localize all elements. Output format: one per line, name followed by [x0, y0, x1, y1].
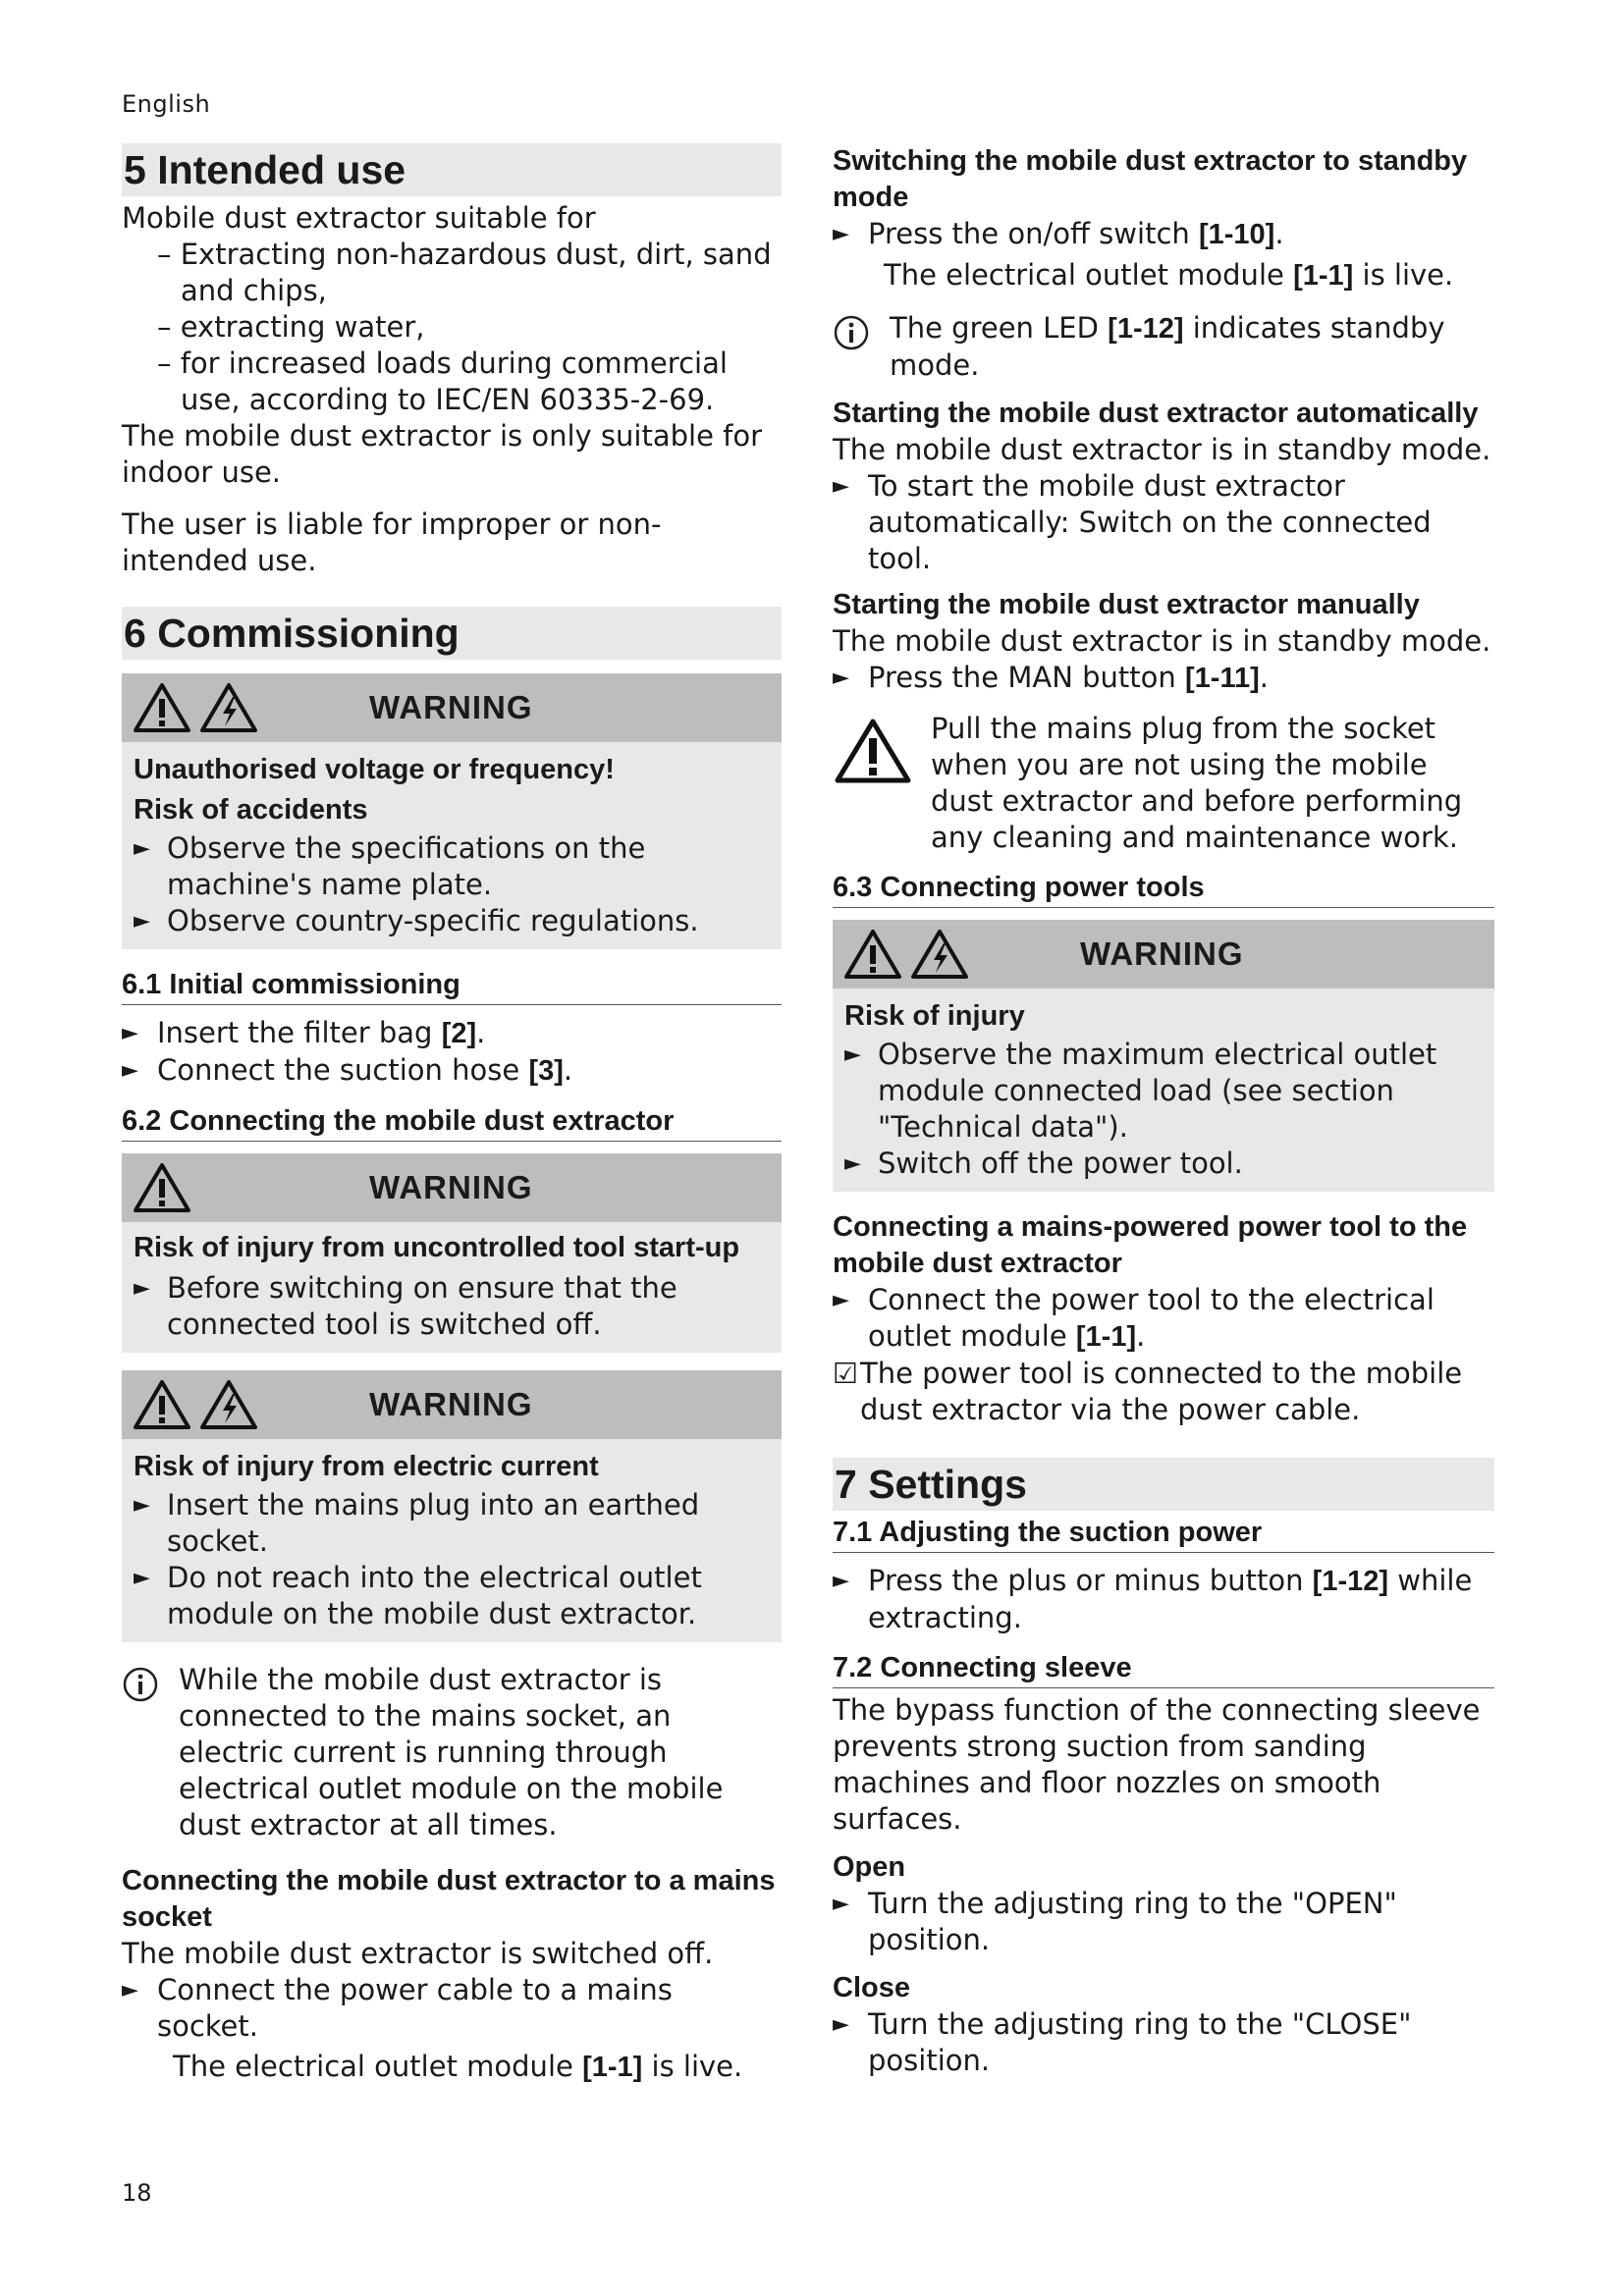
language-label: English — [122, 90, 211, 118]
arrow-icon: ► — [833, 1288, 849, 1312]
warning-bullet: ► Observe country-specific regulations. — [134, 904, 699, 937]
step-bullet: ► Press the on/off switch [1-10]. — [833, 217, 1284, 250]
arrow-icon: ► — [833, 222, 849, 246]
reference-label: [1-1] — [1075, 1321, 1137, 1353]
step-bullet: ► Connect the suction hose [3]. — [122, 1053, 573, 1087]
intended-use-item: – extracting water, — [157, 310, 425, 344]
caution-note: Pull the mains plug from the socket when you are not using the mobile dust extractor and before performing any cleaning and maintenance work. — [833, 711, 1494, 856]
close-heading: Close — [833, 1972, 910, 2003]
standby-heading: Switching the mobile dust extractor to standby mode — [833, 145, 1468, 213]
step-bullet: ► Press the plus or minus button [1-12] while extracting. — [833, 1564, 1473, 1634]
electric-hazard-icon — [198, 1378, 259, 1431]
auto-precondition: The mobile dust extractor is in standby mode. — [833, 433, 1491, 466]
warning-title: WARNING — [369, 1386, 533, 1422]
electric-hazard-icon — [198, 681, 259, 734]
arrow-icon: ► — [122, 1021, 138, 1045]
warning-subtitle: Risk of injury from uncontrolled tool start-up — [134, 1232, 740, 1263]
section-6-3-heading: 6.3 Connecting power tools — [833, 870, 1494, 908]
info-icon — [122, 1666, 159, 1703]
arrow-icon: ► — [833, 666, 849, 690]
arrow-icon: ► — [844, 1151, 861, 1176]
warning-header — [833, 920, 1494, 988]
warning-subtitle: Risk of accidents — [134, 794, 368, 826]
warning-triangle-icon — [842, 928, 903, 981]
reference-label: [2] — [441, 1018, 477, 1049]
arrow-icon: ► — [134, 1566, 150, 1590]
result-text: The electrical outlet module [1-1] is live. — [884, 258, 1454, 292]
arrow-icon: ► — [844, 1042, 861, 1067]
sleeve-description: The bypass function of the connecting sleeve prevents strong suction from sanding machines and floor nozzles on smooth surfaces. — [833, 1693, 1481, 1836]
reference-label: [1-1] — [1293, 260, 1354, 292]
step-bullet: ► Connect the power cable to a mains socket. — [122, 1973, 673, 2043]
mains-precondition: The mobile dust extractor is switched off. — [122, 1937, 714, 1970]
arrow-icon: ► — [134, 909, 150, 934]
page-number: 18 — [122, 2179, 152, 2207]
arrow-icon: ► — [833, 474, 849, 499]
reference-label: [1-12] — [1312, 1566, 1389, 1597]
manual-start-heading: Starting the mobile dust extractor manually — [833, 589, 1420, 620]
warning-bullet: ► Switch off the power tool. — [844, 1147, 1243, 1180]
step-bullet: ► Insert the filter bag [2]. — [122, 1016, 486, 1049]
warning-title: WARNING — [1080, 935, 1244, 972]
warning-title: WARNING — [369, 1169, 533, 1205]
arrow-icon: ► — [122, 1058, 138, 1083]
arrow-icon: ► — [833, 2012, 849, 2037]
info-icon — [833, 314, 870, 351]
warning-box-electric — [122, 1370, 782, 1642]
warning-bullet: ► Observe the maximum electrical outlet module connected load (see section "Technical data"). — [844, 1038, 1437, 1144]
step-bullet: ► Turn the adjusting ring to the "CLOSE" position. — [833, 2007, 1412, 2077]
warning-bullet: ► Before switching on ensure that the connected tool is switched off. — [134, 1271, 677, 1341]
mains-socket-heading: Connecting the mobile dust extractor to a mains socket — [122, 1865, 776, 1933]
right-column — [833, 143, 1494, 2079]
warning-box-power-tools — [833, 920, 1494, 1192]
arrow-icon: ► — [122, 1978, 138, 2002]
left-column — [122, 143, 782, 2086]
arrow-icon: ► — [134, 1493, 150, 1518]
warning-header — [122, 1370, 782, 1439]
arrow-icon: ► — [833, 1892, 849, 1916]
step-bullet: ► Turn the adjusting ring to the "OPEN" position. — [833, 1887, 1397, 1956]
section-6-1-heading: 6.1 Initial commissioning — [122, 967, 782, 1005]
warning-triangle-icon — [132, 1378, 192, 1431]
step-bullet: ► Press the MAN button [1-11]. — [833, 661, 1269, 694]
result-text: The electrical outlet module [1-1] is live. — [173, 2050, 743, 2083]
warning-box-voltage — [122, 673, 782, 949]
step-bullet: ► Connect the power tool to the electrical outlet module [1-1]. — [833, 1283, 1435, 1353]
checkbox-icon: ☑ — [833, 1357, 858, 1390]
step-bullet: ► To start the mobile dust extractor automatically: Switch on the connected tool. — [833, 469, 1432, 575]
arrow-icon: ► — [134, 1276, 150, 1301]
reference-label: [3] — [528, 1055, 564, 1087]
info-note: While the mobile dust extractor is connected to the mains socket, an electric current is running through electrical outlet module on the mobile dust extractor at all times. — [122, 1662, 782, 1843]
reference-label: [1-1] — [582, 2052, 643, 2083]
warning-subtitle: Unauthorised voltage or frequency! — [134, 754, 615, 785]
liability-text: The user is liable for improper or non-intended use. — [122, 507, 662, 577]
warning-subtitle: Risk of injury — [844, 1000, 1025, 1032]
warning-triangle-icon — [132, 1161, 192, 1214]
arrow-icon: ► — [833, 1569, 849, 1593]
warning-header — [122, 1153, 782, 1222]
open-heading: Open — [833, 1851, 906, 1883]
warning-bullet: ► Insert the mains plug into an earthed socket. — [134, 1488, 700, 1558]
section-7-1-heading: 7.1 Adjusting the suction power — [833, 1515, 1494, 1553]
auto-start-heading: Starting the mobile dust extractor automatically — [833, 398, 1479, 429]
warning-triangle-icon — [132, 681, 192, 734]
warning-bullet: ► Observe the specifications on the machine's name plate. — [134, 831, 646, 901]
manual-precondition: The mobile dust extractor is in standby mode. — [833, 624, 1491, 658]
warning-title: WARNING — [369, 689, 533, 725]
chapter-6-heading: 6 Commissioning — [122, 607, 782, 660]
result-check: ☑ The power tool is connected to the mobile dust extractor via the power cable. — [833, 1357, 1463, 1426]
reference-label: [1-12] — [1108, 313, 1184, 345]
mains-tool-heading: Connecting a mains-powered power tool to the mobile dust extractor — [833, 1211, 1468, 1279]
warning-triangle-icon — [833, 717, 913, 785]
warning-bullet: ► Do not reach into the electrical outlet module on the mobile dust extractor. — [134, 1561, 702, 1630]
indoor-use-text: The mobile dust extractor is only suitable for indoor use. — [122, 419, 763, 489]
arrow-icon: ► — [134, 836, 150, 861]
electric-hazard-icon — [909, 928, 970, 981]
reference-label: [1-10] — [1198, 219, 1275, 250]
section-6-2-heading: 6.2 Connecting the mobile dust extractor — [122, 1103, 782, 1142]
chapter-5-heading: 5 Intended use — [122, 143, 782, 196]
warning-box-startup — [122, 1153, 782, 1353]
reference-label: [1-11] — [1185, 663, 1260, 694]
chapter-7-heading: 7 Settings — [833, 1458, 1494, 1511]
info-note: The green LED [1-12] indicates standby mode. — [833, 310, 1494, 384]
intended-use-intro: Mobile dust extractor suitable for — [122, 201, 596, 235]
section-7-2-heading: 7.2 Connecting sleeve — [833, 1650, 1494, 1688]
intended-use-item: – Extracting non-hazardous dust, dirt, sand and chips, — [157, 238, 772, 307]
intended-use-item: – for increased loads during commercial use, according to IEC/EN 60335-2-69. — [157, 347, 728, 416]
warning-header — [122, 673, 782, 742]
warning-subtitle: Risk of injury from electric current — [134, 1451, 599, 1482]
